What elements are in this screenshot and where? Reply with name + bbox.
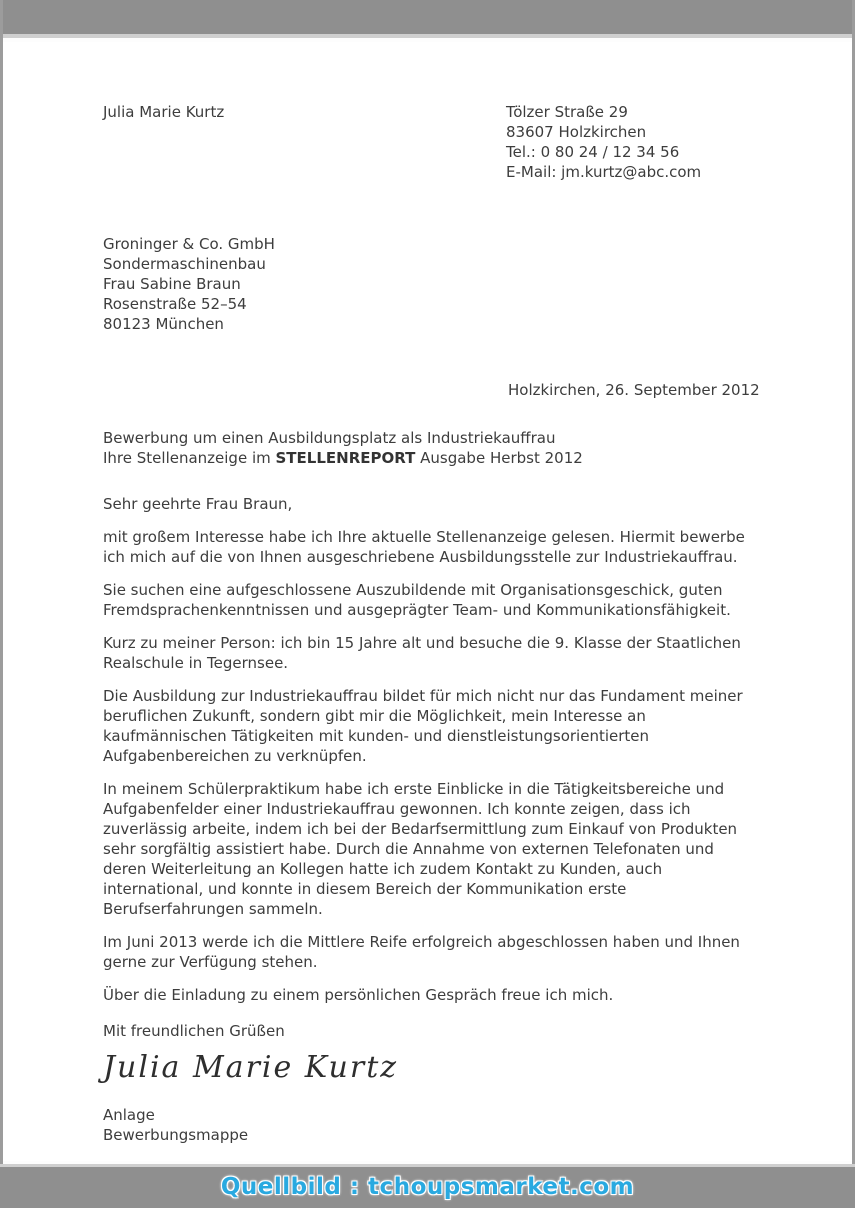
sender-phone-line: Tel.: 0 80 24 / 12 34 56 (506, 143, 680, 161)
body-paragraph: mit großem Interesse habe ich Ihre aktuelle Stellenanzeige gelesen. Hiermit bewerbe ich mich auf die von Ihnen ausgeschriebene Ausbildungsstelle zur Industriekauffrau. (103, 528, 745, 566)
sender-address-line: 83607 Holzkirchen (506, 123, 647, 141)
body-paragraph: Kurz zu meiner Person: ich bin 15 Jahre alt und besuche die 9. Klasse der Staatlichen Realschule in Tegernsee. (103, 634, 741, 672)
recipient-line: Frau Sabine Braun (103, 275, 241, 293)
subject-line-2-prefix: Ihre Stellenanzeige im (103, 449, 276, 467)
enclosure-block (103, 1105, 756, 1145)
enclosure-label: Anlage (103, 1106, 155, 1124)
watermark-text: Quellbild : tchoupsmarket.com (220, 1174, 635, 1200)
recipient-line: Groninger & Co. GmbH (103, 235, 275, 253)
sender-email-line: E-Mail: jm.kurtz@abc.com (506, 163, 702, 181)
enclosure-item: Bewerbungsmappe (103, 1126, 249, 1144)
body-paragraph: Sie suchen eine aufgeschlossene Auszubildende mit Organisationsgeschick, guten Fremdsprachenkenntnissen und ausgeprägter Team- und Kommunikationsfähigkeit. (103, 581, 731, 619)
sender-address-block (506, 102, 756, 182)
subject-line-1: Bewerbung um einen Ausbildungsplatz als Industriekauffrau (103, 429, 556, 447)
recipient-line: Rosenstraße 52–54 (103, 295, 247, 313)
body-paragraph: Über die Einladung zu einem persönlichen Gespräch freue ich mich. (103, 986, 614, 1004)
handwritten-signature: Julia Marie Kurtz (103, 1050, 399, 1085)
recipient-address-block (103, 234, 756, 334)
sender-name: Julia Marie Kurtz (103, 103, 225, 121)
subject-block (103, 428, 756, 468)
subject-line-2 (103, 448, 756, 468)
salutation: Sehr geehrte Frau Braun, (103, 495, 293, 513)
recipient-line: Sondermaschinenbau (103, 255, 266, 273)
sender-address-line: Tölzer Straße 29 (506, 103, 628, 121)
subject-line-2-bold: STELLENREPORT (275, 449, 416, 467)
letter-header (103, 102, 756, 182)
body-paragraph: Im Juni 2013 werde ich die Mittlere Reife erfolgreich abgeschlossen haben und Ihnen gerne zur Verfügung stehen. (103, 933, 740, 971)
body-paragraph: Die Ausbildung zur Industriekauffrau bildet für mich nicht nur das Fundament meiner beruflichen Zukunft, sondern gibt mir die Möglichkeit, mein Interesse an kaufmännischen Tätigkeiten mit kunden- und dienstleistungsorientierten Aufgabenbereichen zu verknüpfen. (103, 687, 743, 765)
date-line: Holzkirchen, 26. September 2012 (508, 381, 760, 399)
recipient-line: 80123 München (103, 315, 224, 333)
letter-page (3, 42, 852, 1161)
top-border-band (0, 0, 855, 38)
closing-line: Mit freundlichen Grüßen (103, 1022, 285, 1040)
subject-line-2-suffix: Ausgabe Herbst 2012 (415, 449, 583, 467)
body-paragraph: In meinem Schülerpraktikum habe ich erste Einblicke in die Tätigkeitsbereiche und Aufgabenfelder einer Industriekauffrau gewonnen. Ich konnte zeigen, dass ich zuverlässig arbeite, indem ich bei der Bedarfsermittlung zum Einkauf von Produkten sehr sorgfältig assistiert habe. Durch die Annahme von externen Telefonaten und deren Weiterleitung an Kollegen hatte ich zudem Kontakt zu Kunden, auch international, und konnte in diesem Bereich der Kommunikation erste Berufserfahrungen sammeln. (103, 780, 738, 918)
